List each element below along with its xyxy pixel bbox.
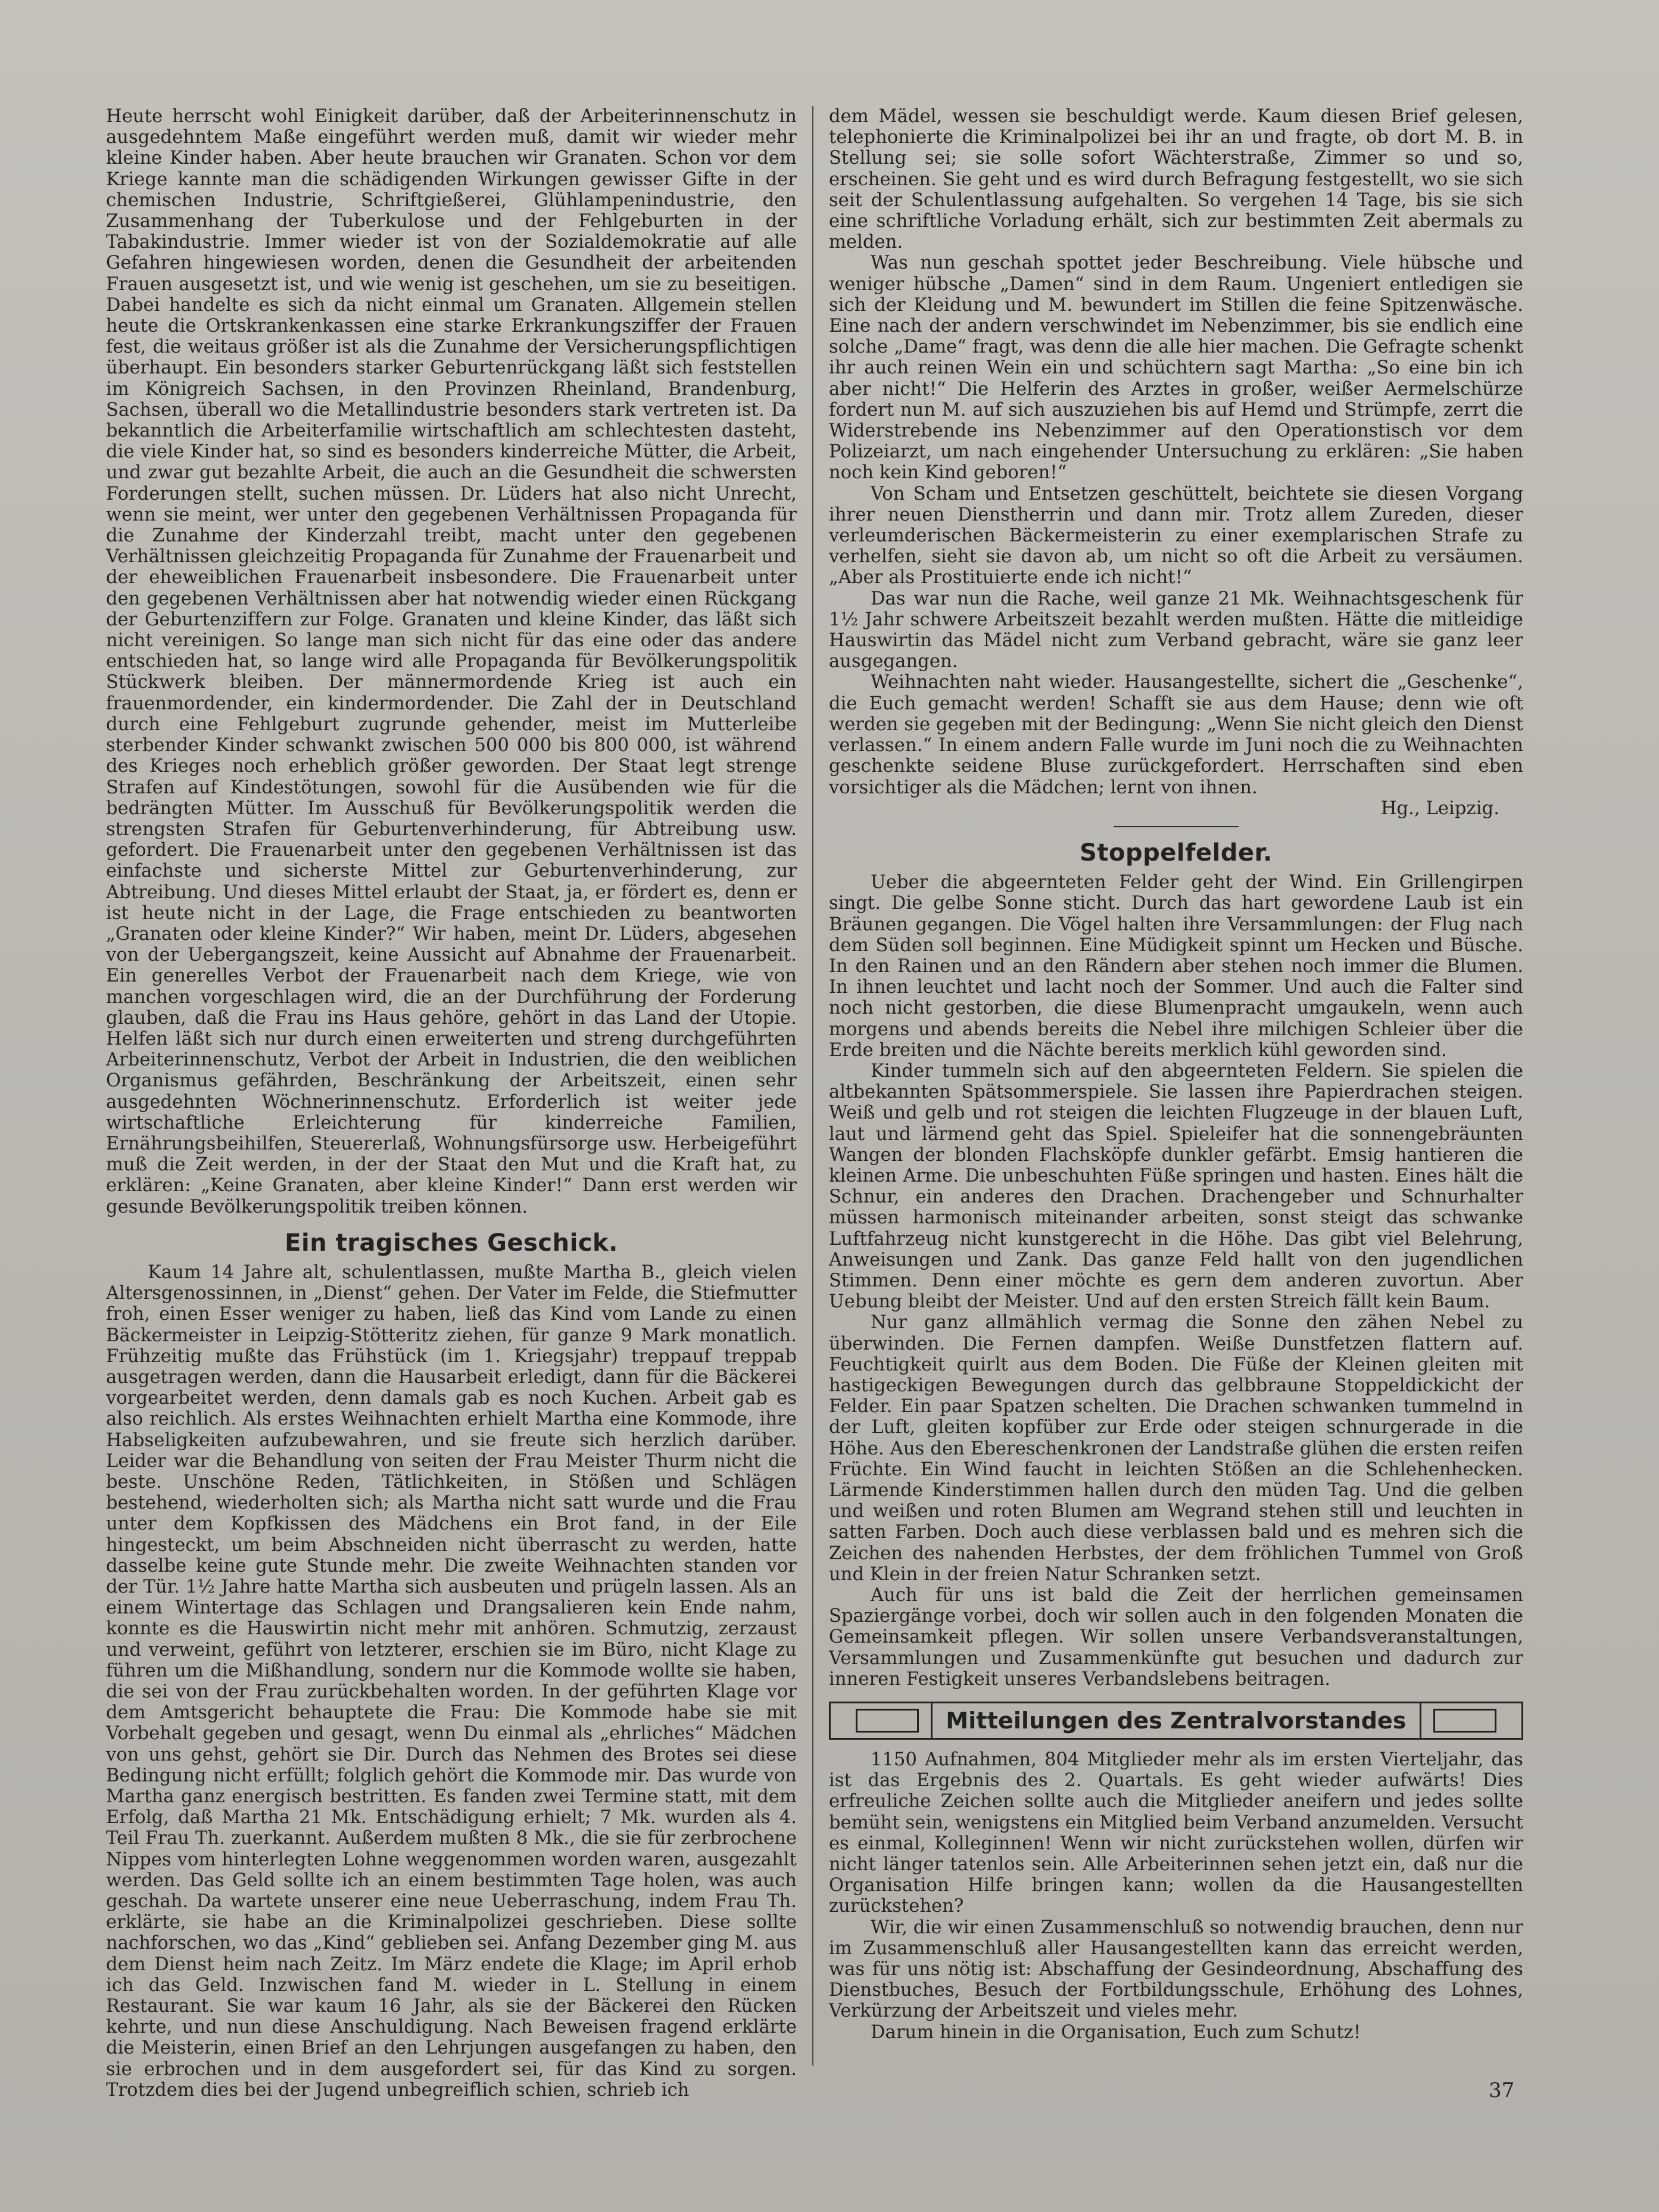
article-paragraph: Auch für uns ist bald die Zeit der herrlichen gemeinsamen Spaziergänge vorbei, doch wir sollen auch in den folgenden Monaten die Gemeinsamkeit pflegen. Wir sollen unsere Verbandsveranstaltungen, Versammlungen und Zusammenkünfte gut besuchen und dadurch zur inneren Festigkeit unseres Verbandslebens beitragen.: [829, 1585, 1523, 1690]
article-paragraph: Heute herrscht wohl Einigkeit darüber, daß der Arbeiterinnenschutz in ausgedehntem Maße eingeführt werden muß, damit wir wieder mehr kleine Kinder haben. Aber heute brauchen wir Granaten. Schon vor dem Kriege kannte man die schädigenden Wirkungen gewisser Gifte in der chemischen Industrie, Schriftgießerei, Glühlampenindustrie, den Zusammenhang der Tuberkulose und der Fehlgeburten in der Tabakindustrie. Immer wieder ist von der Sozialdemokratie auf alle Gefahren hingewiesen worden, denen die Gesundheit der arbeitenden Frauen ausgesetzt ist, und wie wenig ist geschehen, um sie zu beseitigen. Dabei handelte es sich da nicht einmal um Granaten. Allgemein stellen heute die Ortskrankenkassen eine starke Erkrankungsziffer der Frauen fest, die weitaus größer ist als die Zunahme der Versicherungspflichtigen überhaupt. Ein besonders starker Geburtenrückgang läßt sich feststellen im Königreich Sachsen, in den Provinzen Rheinland, Brandenburg, Sachsen, überall wo die Metallindustrie besonders stark vertreten ist. Da bekanntlich die Arbeiterfamilie wirtschaftlich am schlechtesten dasteht, die viele Kinder hat, so sind es besonders kinderreiche Mütter, die Arbeit, und zwar gut bezahlte Arbeit, die auch an die Gesundheit die schwersten Forderungen stellt, suchen müssen. Dr. Lüders hat also nicht Unrecht, wenn sie meint, wer unter den gegebenen Verhältnissen Propaganda für die Zunahme der Kinderzahl treibt, macht unter den gegebenen Verhältnissen gleichzeitig Propaganda für Zunahme der Frauenarbeit und der eheweiblichen Frauenarbeit insbesondere. Die Frauenarbeit unter den gegebenen Verhältnissen aber hat notwendig wieder einen Rückgang der Geburtenziffern zur Folge. Granaten und kleine Kinder, das läßt sich nicht vereinigen. So lange man sich nicht für das eine oder das andere entschieden hat, so lange wird alle Propaganda für Bevölkerungspolitik Stückwerk bleiben. Der männermordende Krieg ist auch ein frauenmordender, ein kindermordender. Die Zahl der in Deutschland durch eine Fehlgeburt zugrunde gehender, meist im Mutterleibe sterbender Kinder schwankt zwischen 500 000 bis 800 000, ist während des Krieges noch erheblich größer geworden. Der Staat legt strenge Strafen auf Kindestötungen, sowohl für die Ausübenden wie für die bedrängten Mütter. Im Ausschuß für Bevölkerungspolitik werden die strengsten Strafen für Geburtenverhinderung, für Abtreibung usw. gefordert. Die Frauenarbeit unter den gegebenen Verhältnissen ist das einfachste und sicherste Mittel zur Geburtenverhinderung, zur Abtreibung. Und dieses Mittel erlaubt der Staat, ja, er fördert es, denn er ist heute nicht in der Lage, die Frage entschieden zu beantworten „Granaten oder kleine Kinder?“ Wir haben, meint Dr. Lüders, abgesehen von der Uebergangszeit, keine Aussicht auf Abnahme der Frauenarbeit. Ein generelles Verbot der Frauenarbeit nach dem Kriege, wie von manchen vorgeschlagen wird, die an der Durchführung der Forderung glauben, daß die Frau ins Haus gehöre, gehört in das Land der Utopie. Helfen läßt sich nur durch einen erweiterten und streng durchgeführten Arbeiterinnenschutz, Verbot der Arbeit in Industrien, die den weiblichen Organismus gefährden, Beschränkung der Arbeitszeit, einen sehr ausgedehnten Wöchnerinnenschutz. Erforderlich ist weiter jede wirtschaftliche Erleichterung für kinderreiche Familien, Ernährungsbeihilfen, Steuererlaß, Wohnungsfürsorge usw. Herbeigeführt muß die Zeit werden, in der der Staat den Mut und die Kraft hat, zu erklären: „Keine Granaten, aber kleine Kinder!“ Dann erst werden wir gesunde Bevölkerungspolitik treiben können.: [106, 106, 797, 1217]
decorative-box: [1433, 1709, 1496, 1733]
article-paragraph: Das war nun die Rache, weil ganze 21 Mk. Weihnachtsgeschenk für 1½ Jahr schwere Arbeitszeit bezahlt werden mußten. Hätte die mitleidige Hauswirtin das Mädel nicht zum Verband gebracht, wäre sie ganz leer ausgegangen.: [829, 588, 1523, 672]
article-paragraph: dem Mädel, wessen sie beschuldigt werde. Kaum diesen Brief gelesen, telephonierte die Kriminalpolizei bei ihr an und fragte, ob dort M. B. in Stellung sei; sie solle sofort Wächterstraße, Zimmer so und so, erscheinen. Sie geht und es wird durch Befragung festgestellt, wo sie sich seit der Schulentlassung aufgehalten. So vergehen 14 Tage, bis sie sich eine schriftliche Vorladung erhält, sich zur bestimmten Zeit abermals zu melden.: [829, 106, 1523, 253]
section-header-box: [829, 1702, 1523, 1740]
article-paragraph: 1150 Aufnahmen, 804 Mitglieder mehr als im ersten Vierteljahr, das ist das Ergebnis des 2. Quartals. Es geht wieder aufwärts! Dies erfreuliche Zeichen sollte auch die Mitglieder aneifern und jedes sollte bemüht sein, wenigstens ein Mitglied beim Verband anzumelden. Versucht es einmal, Kolleginnen! Wenn wir nicht zurückstehen wollen, dürfen wir nicht länger tatenlos sein. Alle Arbeiterinnen sehen jetzt ein, daß nur die Organisation Hilfe bringen kann; wollen da die Hausangestellten zurückstehen?: [829, 1749, 1523, 1917]
article-paragraph: Ueber die abgeernteten Felder geht der Wind. Ein Grillengirpen singt. Die gelbe Sonne sticht. Durch das hart gewordene Laub ist ein Bräunen gegangen. Die Vögel halten ihre Versammlungen: der Flug nach dem Süden soll beginnen. Eine Müdigkeit spinnt um Hecken und Büsche. In den Rainen und an den Rändern aber stehen noch immer die Blumen. In ihnen leuchtet und lacht noch der Sommer. Und auch die Falter sind noch nicht gestorben, die diese Blumenpracht umgaukeln, wenn auch morgens und abends bereits die Nebel ihre milchigen Schleier über die Erde breiten und die Nächte bereits merklich kühl geworden sind.: [829, 872, 1523, 1061]
article-signature: Hg., Leipzig.: [1380, 797, 1499, 819]
article-paragraph: Darum hinein in die Organisation, Euch zum Schutz!: [871, 2021, 1361, 2043]
article-title-mitteilungen: Mitteilungen des Zentralvorstandes: [931, 1703, 1421, 1738]
article-title-tragisches-geschick: Ein tragisches Geschick.: [285, 1229, 618, 1257]
column-divider: [812, 106, 813, 2065]
decorative-box: [856, 1709, 919, 1733]
article-paragraph: Wir, die wir einen Zusammenschluß so notwendig brauchen, denn nur im Zusammenschluß aller Hausangestellten kann das erreicht werden, was für uns nötig ist: Abschaffung der Gesindeordnung, Abschaffung des Dienstbuches, Besuch der Fortbildungsschule, Erhöhung des Lohnes, Verkürzung der Arbeitszeit und vieles mehr.: [829, 1917, 1523, 2022]
left-column: [106, 106, 797, 2101]
page-number: 37: [1489, 2079, 1515, 2102]
article-paragraph: Von Scham und Entsetzen geschüttelt, beichtete sie diesen Vorgang ihrer neuen Dienstherrin und dann mir. Trotz allem Zureden, dieser verleumderischen Bäckermeisterin zu einer exemplarischen Strafe zu verhelfen, sieht sie davon ab, um nicht so oft die Arbeit zu versäumen. „Aber als Prostituierte ende ich nicht!“: [829, 483, 1523, 588]
article-paragraph: Was nun geschah spottet jeder Beschreibung. Viele hübsche und weniger hübsche „Damen“ sind in dem Raum. Ungeniert entledigen sie sich der Kleidung und M. bewundert im Stillen die feine Spitzenwäsche. Eine nach der andern verschwindet im Nebenzimmer, bis sie endlich eine solche „Dame“ fragt, was denn die alle hier machen. Die Gefragte schenkt ihr auch reinen Wein ein und schüchtern sagt Martha: „So eine bin ich aber nicht!“ Die Helferin des Arztes in großer, weißer Aermelschürze fordert nun M. auf sich auszuziehen bis auf Hemd und Strümpfe, zerrt die Widerstrebende ins Nebenzimmer auf den Operationstisch vor dem Polizeiarzt, um nach eingehender Untersuchung zu erklären: „Sie haben noch kein Kind geboren!“: [829, 253, 1523, 484]
article-paragraph: Kaum 14 Jahre alt, schulentlassen, mußte Martha B., gleich vielen Altersgenossinnen, in „Dienst“ gehen. Der Vater im Felde, die Stiefmutter froh, einen Esser weniger zu haben, ließ das Kind vom Lande zu einen Bäckermeister in Leipzig-Stötteritz ziehen, für ganze 9 Mark monatlich. Frühzeitig mußte das Frühstück (im 1. Kriegsjahr) treppauf treppab ausgetragen werden, dann die Hausarbeit erledigt, dann für die Bäckerei vorgearbeitet werden, denn damals gab es noch Kuchen. Arbeit gab es also reichlich. Als erstes Weihnachten erhielt Martha eine Kommode, ihre Habseligkeiten aufzubewahren, und sie freute sich herzlich darüber. Leider war die Behandlung von seiten der Frau Meister Thurm nicht die beste. Unschöne Reden, Tätlichkeiten, in Stößen und Schlägen bestehend, wiederholten sich; als Martha nicht satt wurde und die Frau unter dem Kopfkissen des Mädchens ein Brot fand, in der Eile hingesteckt, um beim Abschneiden nicht überrascht zu werden, hatte dasselbe keine gute Stunde mehr. Die zweite Weihnachten standen vor der Tür. 1½ Jahre hatte Martha sich ausbeuten und prügeln lassen. Als an einem Wintertage das Schlagen und Drangsalieren kein Ende nahm, konnte es die Hauswirtin nicht mehr mit anhören. Schmutzig, zerzaust und verweint, geführt von letzterer, erschien sie im Büro, nicht Klage zu führen um die Mißhandlung, sondern nur die Kommode wollte sie haben, die sei von der Frau zurückbehalten worden. In der geführten Klage vor dem Amtsgericht behauptete die Frau: Die Kommode habe sie mit Vorbehalt gegeben und gesagt, wenn Du einmal als „ehrliches“ Mädchen von uns gehst, gehört sie Dir. Durch das Nehmen des Brotes sei diese Bedingung nicht erfüllt; folglich gehört die Kommode mir. Das wurde von Martha ganz energisch bestritten. Es fanden zwei Termine statt, mit dem Erfolg, daß Martha 21 Mk. Entschädigung erhielt; 7 Mk. wurden als 4. Teil Frau Th. zuerkannt. Außerdem mußten 8 Mk., die sie für zerbrochene Nippes vom hinterlegten Lohne weggenommen worden waren, ausgezahlt werden. Das Geld sollte ich an einem bestimmten Tage holen, was auch geschah. Da wartete unserer eine neue Ueberraschung, indem Frau Th. erklärte, sie habe an die Kriminalpolizei geschrieben. Diese sollte nachforschen, wo das „Kind“ geblieben sei. Anfang Dezember ging M. aus dem Dienst heim nach Zeitz. Im März endete die Klage; im April erhob ich das Geld. Inzwischen fand M. wieder in L. Stellung in einem Restaurant. Sie war kaum 16 Jahr, als sie der Bäckerei den Rücken kehrte, und nun diese Anschuldigung. Nach Beweisen fragend erklärte die Meisterin, einen Brief an den Lehrjungen ausgefangen zu haben, den sie erbrochen und in dem ausgefordert sei, für das Kind zu sorgen. Trotzdem dies bei der Jugend unbegreiflich schien, schrieb ich: [106, 1261, 797, 2101]
article-paragraph: Weihnachten naht wieder. Hausangestellte, sichert die „Geschenke“, die Euch gemacht werden! Schafft sie aus dem Hause; denn wie oft werden sie gegeben mit der Bedingung: „Wenn Sie nicht gleich den Dienst verlassen.“ In einem andern Falle wurde im Juni noch die zu Weihnachten geschenkte seidene Bluse zurückgefordert. Herrschaften sind eben vorsichtiger als die Mädchen; lernt von ihnen.: [829, 672, 1523, 798]
article-paragraph: Kinder tummeln sich auf den abgeernteten Feldern. Sie spielen die altbekannten Spätsommerspiele. Sie lassen ihre Papierdrachen steigen. Weiß und gelb und rot steigen die leichten Flugzeuge in der blauen Luft, laut und lärmend geht das Spiel. Spieleifer hat die sonnengebräunten Wangen der blonden Flachsköpfe dunkler gefärbt. Emsig hantieren die kleinen Arme. Die unbeschuhten Füße springen und hasten. Eines hält die Schnur, ein anderes den Drachen. Drachengeber und Schnurhalter müssen harmonisch miteinander arbeiten, sonst steigt das schwanke Luftfahrzeug nicht kunstgerecht in die Höhe. Das gibt viel Belehrung, Anweisungen und Zank. Das ganze Feld hallt von den jugendlichen Stimmen. Denn einer möchte es gern dem anderen zuvortun. Aber Uebung bleibt der Meister. Und auf den ersten Streich fällt kein Baum.: [829, 1060, 1523, 1313]
article-paragraph: Nur ganz allmählich vermag die Sonne den zähen Nebel zu überwinden. Die Fernen dampfen. Weiße Dunstfetzen flattern auf. Feuchtigkeit quirlt aus dem Boden. Die Füße der Kleinen gleiten mit hastigeckigen Bewegungen durch das gelbbraune Stoppeldickicht der Felder. Ein paar Spatzen schelten. Die Drachen schwanken tummelnd in der Luft, gleiten kopfüber zur Erde oder steigen schnurgerade in die Höhe. Aus den Ebereschenkronen der Landstraße glühen die ersten reifen Früchte. Ein Wind faucht in leichten Stößen an die Schlehenhecken. Lärmende Kinderstimmen hallen durch den müden Tag. Und die gelben und weißen und roten Blumen am Wegrand stehen still und leuchten in satten Farben. Doch auch diese verblassen bald und es mehren sich die Zeichen des nahenden Herbstes, der dem fröhlichen Tummel von Groß und Klein in der freien Natur Schranken setzt.: [829, 1312, 1523, 1585]
article-title-stoppelfelder: Stoppelfelder.: [1080, 839, 1273, 867]
right-column: [829, 106, 1523, 2043]
section-rule: [1114, 826, 1239, 827]
